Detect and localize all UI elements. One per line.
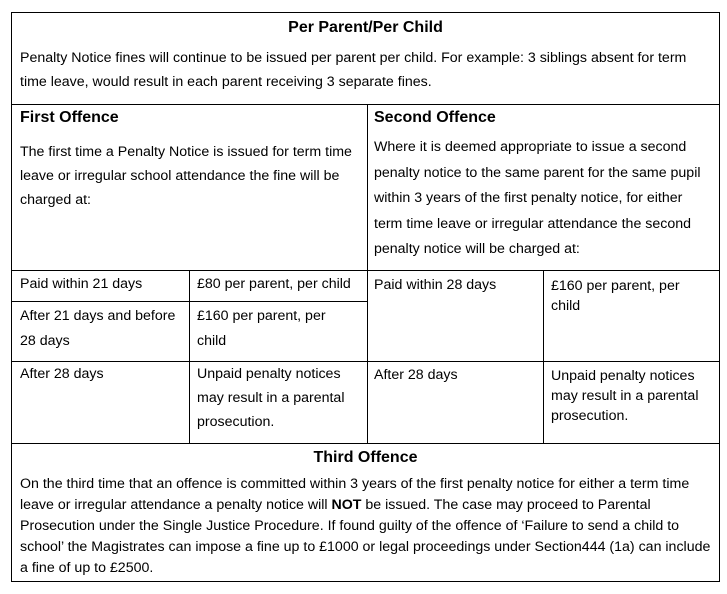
third-offence-heading: Third Offence xyxy=(313,449,418,466)
second-offence-when-1: Paid within 28 days xyxy=(374,277,497,293)
first-offence-when-3: After 28 days xyxy=(20,366,104,382)
first-offence-description: The first time a Penalty Notice is issued for term time leave or irregular school attendance the fine will be charged at: xyxy=(20,144,352,208)
divider-per-parent xyxy=(11,104,720,105)
first-offence-heading: First Offence xyxy=(20,109,119,126)
divider-third-offence xyxy=(11,443,720,444)
second-offence-fine-2: Unpaid penalty notices may result in a parental prosecution. xyxy=(551,368,699,424)
third-offence-body xyxy=(20,474,716,579)
third-offence-body-start: On the third time that an offence is committed within 3 years of the first penalty notice for either a term time leave or irregular attendance a penalty notice will xyxy=(20,476,690,513)
divider-offence-descriptions xyxy=(11,270,720,271)
third-offence-body-end: be issued. The case may proceed to Parental Prosecution under the Single Justice Procedure. If found guilty of the offence of ‘Failure to send a child to school’ the Magistrates can impose a fine up to £1000 or legal proceedings under Section444 (1a) can include a fine of up to £2500. xyxy=(20,497,711,576)
third-offence-body-emphasis: NOT xyxy=(331,497,362,513)
second-offence-heading: Second Offence xyxy=(374,109,496,126)
second-offence-description: Where it is deemed appropriate to issue a second penalty notice to the same parent for the same pupil within 3 years of the first penalty notice, for either term time leave or irregular attendance the second penalty notice will be charged at: xyxy=(374,139,701,257)
second-offence-when-2: After 28 days xyxy=(374,367,458,383)
first-offence-fine-2: £160 per parent, per child xyxy=(197,308,326,349)
divider-first-fine-column xyxy=(189,270,190,443)
first-offence-when-2: After 21 days and before 28 days xyxy=(20,308,176,349)
per-parent-body: Penalty Notice fines will continue to be issued per parent per child. For example: 3 siblings absent for term time leave, would result in each parent receiving 3 separate fines. xyxy=(20,50,687,90)
divider-offence-columns xyxy=(367,104,368,443)
divider-second-fine-column xyxy=(543,270,544,443)
per-parent-title: Per Parent/Per Child xyxy=(288,19,443,36)
first-offence-when-1: Paid within 21 days xyxy=(20,276,143,292)
first-offence-fine-1: £80 per parent, per child xyxy=(197,276,351,292)
first-offence-fine-3: Unpaid penalty notices may result in a parental prosecution. xyxy=(197,366,345,430)
second-offence-fine-1: £160 per parent, per child xyxy=(551,278,680,314)
